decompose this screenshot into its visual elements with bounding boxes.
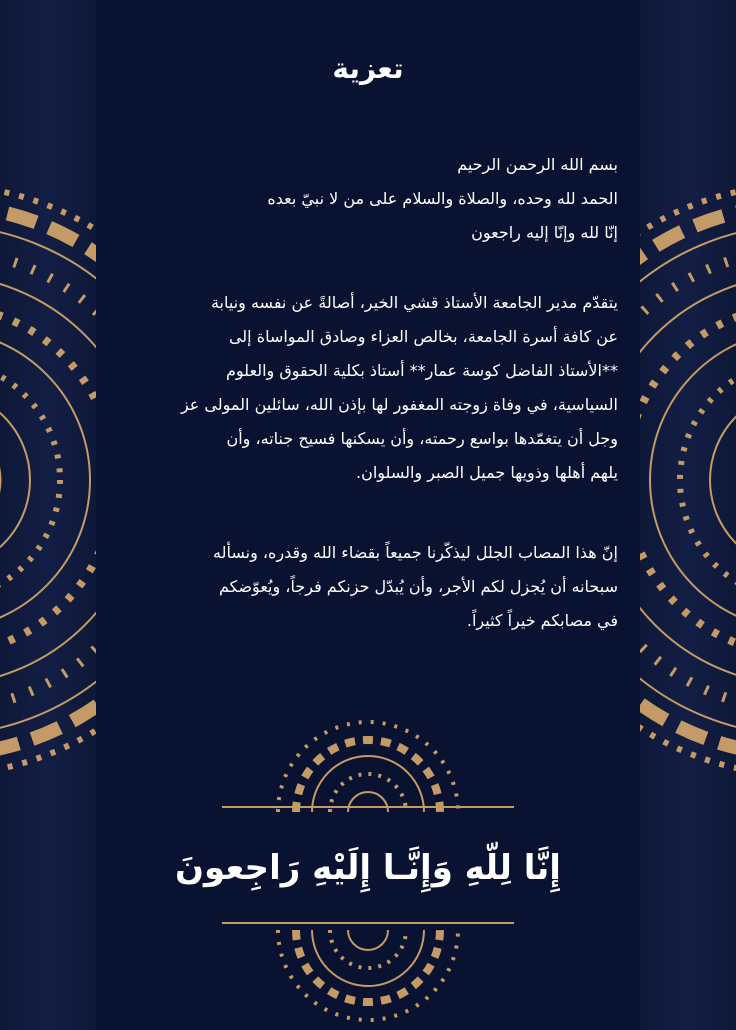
- closing-paragraph: [150, 536, 618, 638]
- intro-line-basmala: بسم الله الرحمن الرحيم: [457, 155, 618, 174]
- intro-line-hamd: الحمد لله وحده، والصلاة والسلام على من لا نبيّ بعده: [267, 189, 618, 208]
- closing-line-3: في مصابكم خيراً كثيراً.: [466, 611, 618, 630]
- closing-line-1: إنّ هذا المصاب الجلل ليذكّرنا جميعاً بقضاء الله وقدره، ونسأله: [213, 543, 618, 562]
- intro-line-istirja: إنّا لله وإنّا إليه راجعون: [471, 223, 618, 242]
- intro-block: [150, 148, 618, 250]
- divider-top: [222, 806, 514, 808]
- body-line-5: وجل أن يتغمّدها بواسع رحمته، وأن يسكنها فسيح جناته، وأن: [226, 429, 618, 448]
- body-line-2: عن كافة أسرة الجامعة، بخالص العزاء وصادق المواساة إلى: [228, 327, 618, 346]
- closing-line-2: سبحانه أن يُجزل لكم الأجر، وأن يُبدّل حزنكم فرجاً، ويُعوّضكم: [218, 577, 618, 596]
- body-line-4: السياسية، في وفاة زوجته المغفور لها بإذن الله، سائلين المولى عز: [180, 395, 618, 414]
- divider-bottom: [222, 922, 514, 924]
- body-line-3: **الأستاذ الفاضل كوسة عمار** أستاذ بكلية الحقوق والعلوم: [226, 361, 618, 380]
- page-title: تعزية: [332, 52, 404, 85]
- condolence-body: [150, 286, 618, 490]
- verse-text: إِنَّا لِلّهِ وَإِنَّـا إِلَيْهِ رَاجِعونَ: [175, 848, 561, 888]
- top-half-mandala-ornament: [238, 716, 498, 816]
- bottom-half-mandala-ornament: [238, 926, 498, 1026]
- body-line-1: يتقدّم مدير الجامعة الأستاذ قشي الخير، أصالةً عن نفسه ونيابة: [210, 293, 618, 312]
- body-line-6: يلهم أهلها وذويها جميل الصبر والسلوان.: [355, 463, 618, 482]
